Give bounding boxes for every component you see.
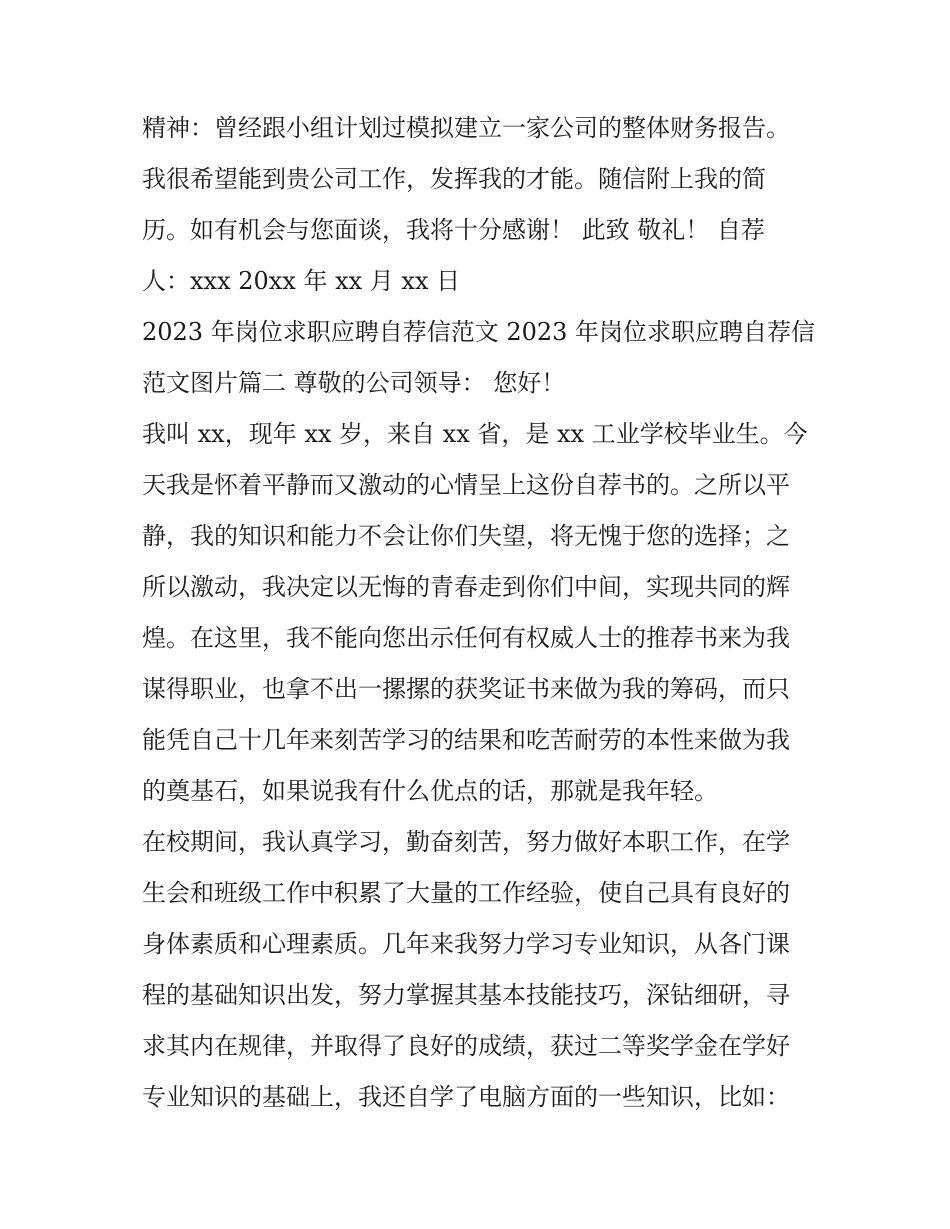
text-line: 身体素质和心理素质。几年来我努力学习专业知识，从各门课 bbox=[142, 930, 790, 958]
text-line: 专业知识的基础上，我还自学了电脑方面的一些知识，比如： bbox=[142, 1083, 790, 1111]
text-line: 人：xxx 20xx 年 xx 月 xx 日 bbox=[142, 267, 461, 295]
text-line: 的奠基石，如果说我有什么优点的话，那就是我年轻。 bbox=[142, 777, 718, 805]
text-line: 生会和班级工作中积累了大量的工作经验，使自己具有良好的 bbox=[142, 879, 790, 907]
text-line: 精神：曾经跟小组计划过模拟建立一家公司的整体财务报告。 bbox=[142, 114, 790, 142]
text-line: 我叫 xx，现年 xx 岁，来自 xx 省，是 xx 工业学校毕业生。今 bbox=[142, 420, 808, 448]
text-line: 所以激动，我决定以无悔的青春走到你们中间，实现共同的辉 bbox=[142, 573, 790, 601]
text-line: 天我是怀着平静而又激动的心情呈上这份自荐书的。之所以平 bbox=[142, 471, 790, 499]
text-line: 谋得职业，也拿不出一摞摞的获奖证书来做为我的筹码，而只 bbox=[142, 675, 790, 703]
text-line: 范文图片篇二 尊敬的公司领导： 您好！ bbox=[142, 369, 566, 397]
text-line: 程的基础知识出发，努力掌握其基本技能技巧，深钻细研，寻 bbox=[142, 981, 790, 1009]
text-line: 2023 年岗位求职应聘自荐信范文 2023 年岗位求职应聘自荐信 bbox=[142, 318, 816, 346]
text-line: 求其内在规律，并取得了良好的成绩，获过二等奖学金在学好 bbox=[142, 1032, 790, 1060]
text-line: 静，我的知识和能力不会让你们失望，将无愧于您的选择；之 bbox=[142, 522, 790, 550]
text-line: 历。如有机会与您面谈，我将十分感谢！ 此致 敬礼！ 自荐 bbox=[142, 216, 765, 244]
text-line: 我很希望能到贵公司工作，发挥我的才能。随信附上我的简 bbox=[142, 165, 766, 193]
text-line: 能凭自己十几年来刻苦学习的结果和吃苦耐劳的本性来做为我 bbox=[142, 726, 790, 754]
text-line: 在校期间，我认真学习，勤奋刻苦，努力做好本职工作，在学 bbox=[142, 828, 790, 856]
text-line: 煌。在这里，我不能向您出示任何有权威人士的推荐书来为我 bbox=[142, 624, 790, 652]
